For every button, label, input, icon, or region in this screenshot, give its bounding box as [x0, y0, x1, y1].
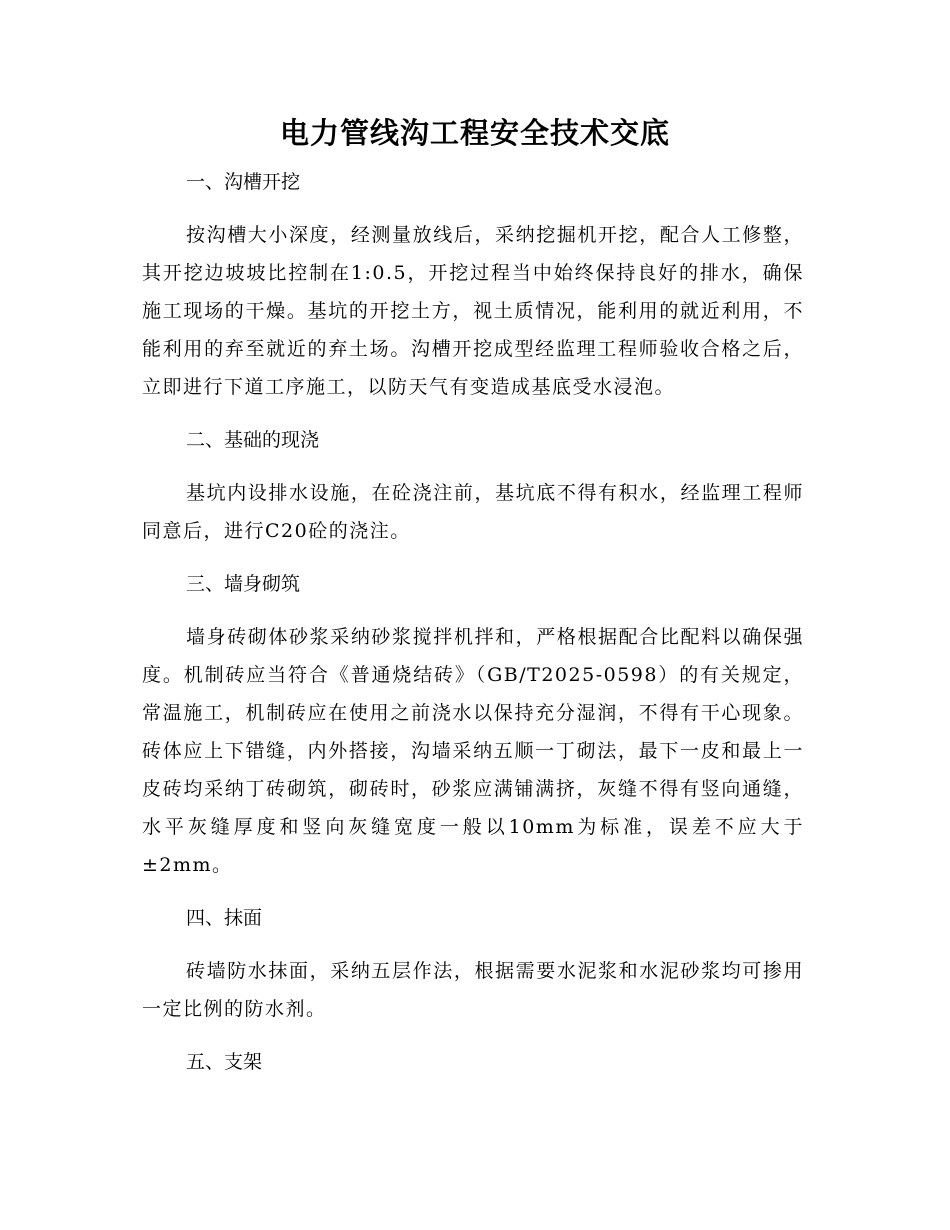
section-paragraph: 砖墙防水抹面，采纳五层作法，根据需要水泥浆和水泥砂浆均可掺用一定比例的防水剂。 — [142, 960, 804, 1020]
section-paragraph: 基坑内设排水设施，在砼浇注前，基坑底不得有积水，经监理工程师同意后，进行C20砼的浇注。 — [142, 482, 804, 542]
section-heading: 三、墙身砌筑 — [186, 573, 301, 595]
section-5 — [142, 1044, 804, 1080]
section-paragraph: 墙身砖砌体砂浆采纳砂浆搅拌机拌和，严格根据配合比配料以确保强度。机制砖应当符合《普通烧结砖》（GB/T2025-0598）的有关规定，常温施工，机制砖应在使用之前浇水以保持充分湿润，不得有干心现象。砖体应上下错缝，内外搭接，沟墙采纳五顺一丁砌法，最下一皮和最上一皮砖均采纳丁砖砌筑，砌砖时，砂浆应满铺满挤，灰缝不得有竖向通缝，水平灰缝厚度和竖向灰缝宽度一般以10mm为标准，误差不应大于±2mm。 — [142, 626, 804, 876]
section-heading: 四、抹面 — [186, 907, 263, 929]
section-heading: 一、沟槽开挖 — [186, 171, 301, 193]
section-heading: 五、支架 — [186, 1051, 263, 1073]
document-body — [142, 164, 804, 1080]
section-heading: 二、基础的现浇 — [186, 429, 320, 451]
section-paragraph: 按沟槽大小深度，经测量放线后，采纳挖掘机开挖，配合人工修整，其开挖边坡坡比控制在1:0.5，开挖过程当中始终保持良好的排水，确保施工现场的干燥。基坑的开挖土方，视土质情况，能利用的就近利用，不能利用的弃至就近的弃土场。沟槽开挖成型经监理工程师验收合格之后，立即进行下道工序施工，以防天气有变造成基底受水浸泡。 — [142, 224, 804, 398]
section-3 — [142, 566, 804, 900]
section-4 — [142, 900, 804, 1044]
document-title: 电力管线沟工程安全技术交底 — [279, 116, 670, 150]
section-1 — [142, 164, 804, 422]
section-2 — [142, 422, 804, 566]
